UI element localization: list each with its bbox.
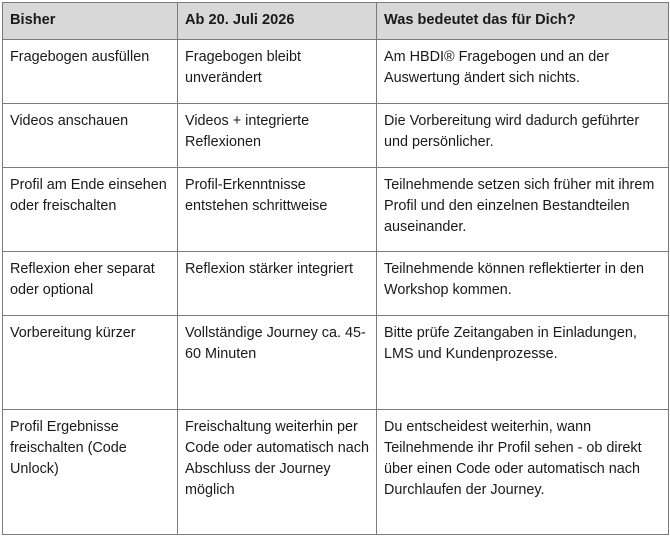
- cell-ab-datum: Profil-Erkenntnisse entstehen schrittweise: [178, 168, 377, 252]
- cell-bedeutung: Die Vorbereitung wird dadurch geführter und persönlicher.: [377, 104, 669, 168]
- table-row: [3, 40, 669, 104]
- header-row: [3, 3, 669, 40]
- cell-bisher: Vorbereitung kürzer: [3, 316, 178, 410]
- table-row: [3, 410, 669, 535]
- cell-ab-datum: Reflexion stärker integriert: [178, 252, 377, 316]
- header-bisher: Bisher: [3, 3, 178, 40]
- table-row: [3, 168, 669, 252]
- cell-bisher: Videos anschauen: [3, 104, 178, 168]
- cell-bisher: Reflexion eher separat oder optional: [3, 252, 178, 316]
- header-bedeutung: Was bedeutet das für Dich?: [377, 3, 669, 40]
- cell-ab-datum: Videos + integrierte Reflexionen: [178, 104, 377, 168]
- comparison-table: [2, 2, 669, 535]
- cell-ab-datum: Fragebogen bleibt unverändert: [178, 40, 377, 104]
- cell-bisher: Profil am Ende einsehen oder freischalten: [3, 168, 178, 252]
- table-row: [3, 252, 669, 316]
- cell-bedeutung: Am HBDI® Fragebogen und an der Auswertung ändert sich nichts.: [377, 40, 669, 104]
- table-body: [3, 40, 669, 535]
- cell-bisher: Fragebogen ausfüllen: [3, 40, 178, 104]
- cell-ab-datum: Vollständige Journey ca. 45-60 Minuten: [178, 316, 377, 410]
- header-ab-datum: Ab 20. Juli 2026: [178, 3, 377, 40]
- table-row: [3, 104, 669, 168]
- cell-bedeutung: Bitte prüfe Zeitangaben in Einladungen, LMS und Kundenprozesse.: [377, 316, 669, 410]
- cell-bedeutung: Teilnehmende setzen sich früher mit ihrem Profil und den einzelnen Bestandteilen auseinander.: [377, 168, 669, 252]
- cell-bisher: Profil Ergebnisse freischalten (Code Unlock): [3, 410, 178, 535]
- table-row: [3, 316, 669, 410]
- cell-bedeutung: Teilnehmende können reflektierter in den Workshop kommen.: [377, 252, 669, 316]
- table-header: [3, 3, 669, 40]
- cell-ab-datum: Freischaltung weiterhin per Code oder automatisch nach Abschluss der Journey möglich: [178, 410, 377, 535]
- cell-bedeutung: Du entscheidest weiterhin, wann Teilnehmende ihr Profil sehen - ob direkt über einen Code oder automatisch nach Durchlaufen der Journey.: [377, 410, 669, 535]
